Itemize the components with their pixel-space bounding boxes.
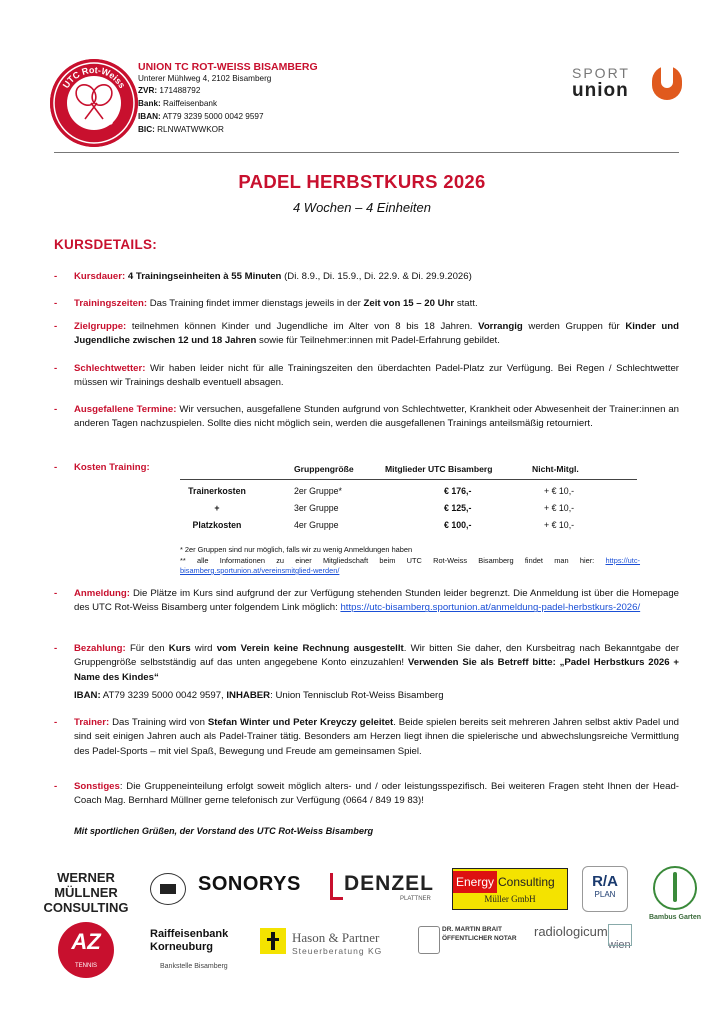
zvr-label: ZVR: xyxy=(138,86,158,95)
item-ausgefallene-termine xyxy=(54,403,679,432)
tennis-rackets-icon xyxy=(50,59,138,147)
sport-union-emblem-icon xyxy=(652,66,682,100)
bullet-dash: - xyxy=(54,363,58,374)
trainingszeiten-pre: Das Training findet immer dienstags jeweils in der xyxy=(149,298,361,309)
trainingszeiten-post: statt. xyxy=(456,298,478,309)
table-cell-nonmember: + € 10,- xyxy=(544,486,575,496)
sponsor-hason-partner xyxy=(292,930,410,956)
table-cell-group: 4er Gruppe xyxy=(294,520,339,530)
table-rowlabel-platzkosten: Platzkosten xyxy=(192,520,242,530)
table-rule xyxy=(180,479,637,480)
bezahlung-label: Bezahlung: xyxy=(74,643,126,654)
trainer-label: Trainer: xyxy=(74,717,110,728)
table-cell-group: 2er Gruppe* xyxy=(294,486,342,496)
bezahlung-inhaber-label: INHABER xyxy=(226,690,271,702)
sponsor-az-tennis xyxy=(58,922,114,978)
sponsor-werner-muellner xyxy=(26,870,146,915)
trainingszeiten-bold: Zeit von 15 – 20 Uhr xyxy=(363,298,455,309)
zielgruppe-bold1: Vorrangig xyxy=(478,321,523,332)
bullet-dash: - xyxy=(54,781,58,792)
sponsor-werner-line1: WERNER MÜLLNER xyxy=(54,870,118,900)
ausgefallen-label: Ausgefallene Termine: xyxy=(74,404,177,415)
zielgruppe-pre: teilnehmen können Kinder und Jugendliche im Alter von 8 bis 18 Jahren. xyxy=(131,321,473,332)
bank-value: Raiffeisenbank xyxy=(163,99,218,108)
bezahlung-iban-label: IBAN: xyxy=(74,690,101,702)
zielgruppe-mid: werden Gruppen für xyxy=(528,321,620,332)
table-header-gruppengroesse: Gruppengröße xyxy=(294,464,354,474)
sponsor-raiff-2: Korneuburg xyxy=(150,941,213,953)
sponsor-ra: R/A xyxy=(592,873,618,890)
item-trainingszeiten xyxy=(54,297,679,311)
schlechtwetter-label: Schlechtwetter: xyxy=(74,363,146,374)
bezahlung-inhaber: : Union Tennisclub Rot-Weiss Bisamberg xyxy=(270,690,444,702)
table-rowlabel-trainerkosten: Trainerkosten xyxy=(188,486,246,496)
org-address: Unterer Mühlweg 4, 2102 Bisamberg xyxy=(138,74,272,83)
bic-value: RLNWATWWKOR xyxy=(157,125,224,134)
bullet-dash: - xyxy=(54,588,58,599)
bezahlung-mid2: . Wir bitten Sie daher, den Kursbeitrag nach Bekanntgabe der Gruppengröße selbstständig auf das unten angegebene Konto einzuzahlen! xyxy=(74,643,680,669)
item-sonstiges xyxy=(54,780,679,809)
kursdauer-dates: (Di. 8.9., Di. 15.9., Di. 22.9. & Di. 29.9.2026) xyxy=(284,271,472,282)
sponsor-badge-icon xyxy=(150,873,186,905)
zvr-value: 171488792 xyxy=(159,86,201,95)
club-logo-text-bottom: Bisamberg xyxy=(73,115,115,131)
item-anmeldung xyxy=(54,587,679,616)
bezahlung-iban: AT79 3239 5000 0042 9597, xyxy=(102,690,224,702)
item-bezahlung xyxy=(54,642,679,704)
anmeldung-text: Die Plätze im Kurs sind aufgrund der zur Verfügung stehenden Stunden leider begrenzt. Die Anmeldung ist über die Homepage des UTC Rot-Weiss Bisamberg unter folgendem Link möglich: xyxy=(74,588,680,614)
club-logo xyxy=(50,59,138,147)
sport-union-logo xyxy=(572,66,630,101)
sponsor-bambus-name: Bambus Garten xyxy=(648,914,702,921)
table-cell-nonmember: + € 10,- xyxy=(544,520,575,530)
club-logo-text-top: UTC Rot-Weiss xyxy=(60,64,128,90)
zielgruppe-post: sowie für Teilnehmer:innen mit Padel-Erfahrung gebildet. xyxy=(259,335,500,347)
kursdauer-bold: 4 Trainingseinheiten à 55 Minuten xyxy=(127,271,282,282)
bullet-dash: - xyxy=(54,298,58,309)
item-kursdauer xyxy=(54,270,679,284)
sponsor-notar-brait xyxy=(418,922,526,966)
sonstiges-label: Sonstiges xyxy=(74,781,120,792)
sponsor-radio-2: wien xyxy=(608,939,631,951)
sponsor-sonorys: SONORYS xyxy=(198,873,301,895)
kosten-label: Kosten Training: xyxy=(74,462,150,473)
notar-crest-icon xyxy=(418,926,440,954)
sponsor-werner-line2: CONSULTING xyxy=(43,900,129,915)
zvr-line xyxy=(138,86,200,96)
bic-line xyxy=(138,125,224,135)
sponsor-energy-2: Consulting xyxy=(498,875,555,889)
section-heading: KURSDETAILS: xyxy=(54,237,158,252)
item-schlechtwetter xyxy=(54,362,679,391)
bullet-dash: - xyxy=(54,643,58,654)
iban-label: IBAN: xyxy=(138,112,161,121)
sponsor-notar-2: ÖFFENTLICHER NOTAR xyxy=(442,935,517,942)
sponsor-energy-3: Müller GmbH xyxy=(484,894,536,904)
iban-value: AT79 3239 5000 0042 9597 xyxy=(162,112,264,121)
sponsor-energy-consulting xyxy=(452,868,568,910)
radiologicum-box-icon xyxy=(608,924,632,946)
bezahlung-pre: Für den xyxy=(129,643,165,654)
sponsor-denzel-sub: PLATTNER xyxy=(400,896,431,902)
sponsor-ra-plan xyxy=(582,866,628,912)
sponsor-denzel-name: DENZEL xyxy=(344,872,434,895)
page-subtitle: 4 Wochen – 4 Einheiten xyxy=(292,200,432,215)
zielgruppe-bold2: Kinder und Jugendliche zwischen 12 und 18 Jahren xyxy=(74,321,679,347)
table-cell-group: 3er Gruppe xyxy=(294,503,339,513)
bank-label: Bank: xyxy=(138,99,161,108)
table-cell-nonmember: + € 10,- xyxy=(544,503,575,513)
org-name: UNION TC ROT-WEISS BISAMBERG xyxy=(138,61,318,73)
bank-line xyxy=(138,99,217,109)
kursdauer-label: Kursdauer: xyxy=(74,271,126,282)
membership-link[interactable]: https://utc-bisamberg.sportunion.at/vereinsmitglied-werden/ xyxy=(180,556,641,575)
table-cell-member-price: € 125,- xyxy=(444,503,472,513)
denzel-bracket-icon xyxy=(330,873,343,900)
bullet-dash: - xyxy=(54,717,58,728)
sport-union-top: SPORT xyxy=(572,65,630,81)
sponsor-ra-sub: PLAN xyxy=(594,890,616,899)
table-rowlabel-plus: + xyxy=(214,503,220,513)
bezahlung-betreff: Verwenden Sie als Betreff bitte: „Padel Herbstkurs 2026 + Name des Kindes“ xyxy=(74,657,679,683)
anmeldung-label: Anmeldung: xyxy=(74,588,130,599)
bullet-dash: - xyxy=(54,404,58,415)
sponsor-raiff-1: Raiffeisenbank xyxy=(150,928,229,940)
table-header-nichtmitglieder: Nicht-Mitgl. xyxy=(532,464,579,474)
bullet-dash: - xyxy=(54,271,58,282)
sponsor-bambus-garten xyxy=(640,866,710,928)
bezahlung-bold1: Kurs xyxy=(168,643,191,654)
table-footnote-1: * 2er Gruppen sind nur möglich, falls wir zu wenig Anmeldungen haben xyxy=(180,545,413,554)
sponsor-az: AZ xyxy=(71,929,101,954)
sponsor-radio-1: radiologicum xyxy=(534,924,608,939)
table-cell-member-price: € 176,- xyxy=(444,486,472,496)
sponsor-hason-2: Steuerberatung KG xyxy=(292,946,383,956)
item-kosten xyxy=(54,461,679,475)
iban-line xyxy=(138,112,264,122)
bullet-dash: - xyxy=(54,462,58,473)
sponsor-raiff-3: Bankstelle Bisamberg xyxy=(160,963,228,970)
table-cell-member-price: € 100,- xyxy=(444,520,472,530)
sport-union-bottom: union xyxy=(572,80,629,101)
item-trainer xyxy=(54,716,679,759)
table-footnote-2 xyxy=(180,556,640,576)
bic-label: BIC: xyxy=(138,125,155,134)
bezahlung-mid1: wird xyxy=(194,643,213,654)
anmeldung-link[interactable]: https://utc-bisamberg.sportunion.at/anmeldung-padel-herbstkurs-2026/ xyxy=(340,602,641,614)
table-header-mitglieder: Mitglieder UTC Bisamberg xyxy=(385,464,493,474)
sponsor-az-sub: TENNIS xyxy=(74,963,97,969)
sponsor-hason-1: Hason & Partner xyxy=(292,930,380,945)
page-title: PADEL HERBSTKURS 2026 xyxy=(238,171,486,192)
bambus-leaf-icon xyxy=(653,866,697,910)
closing-greeting: Mit sportlichen Grüßen, der Vorstand des UTC Rot-Weiss Bisamberg xyxy=(74,826,374,836)
zielgruppe-label: Zielgruppe: xyxy=(74,321,127,332)
trainer-names: Stefan Winter und Peter Kreyczy geleitet xyxy=(207,717,394,728)
sponsor-radiologicum xyxy=(534,924,634,951)
schlechtwetter-text: Wir haben leider nicht für alle Trainingszeiten den überdachten Padel-Platz zur Verfügung. Bei Regen / Schlechtwetter müssen wir Trainings deshalb eventuell absagen. xyxy=(74,363,679,389)
bullet-dash: - xyxy=(54,321,58,332)
sponsor-notar-1: DR. MARTIN BRAIT xyxy=(442,926,502,933)
trainingszeiten-label: Trainingszeiten: xyxy=(74,298,148,309)
header-divider xyxy=(54,152,679,153)
item-zielgruppe xyxy=(54,320,679,349)
sonstiges-text: : Die Gruppeneinteilung erfolgt soweit möglich alters- und / oder leistungsspezifisch. Bei weiteren Fragen steht Ihnen der Head-Coach Mag. Bernhard Müllner gerne telefonisch zur Verfügung (0664 / 849 19 83)! xyxy=(74,781,679,807)
raiffeisen-gable-icon xyxy=(260,928,286,954)
sponsor-denzel xyxy=(330,870,434,906)
bezahlung-bold2: vom Verein keine Rechnung ausgestellt xyxy=(216,643,404,654)
trainer-post: . Beide spielen bereits seit mehreren Jahren selbst aktiv Padel und sind seit einigen Jahren auch als Padel-Trainer tätig. Besonders am Herzen liegt ihnen die spielerische und abwechslungsreiche Vermittlung des Padel-Sports – mit viel Spaß, Bewegung und Freude am gemeinsamen Spiel. xyxy=(74,717,679,757)
footnote-2-text: ** alle Informationen zu einer Mitgliedschaft beim UTC Rot-Weiss Bisamberg findet man hier: xyxy=(180,556,595,565)
trainer-pre: Das Training wird von xyxy=(112,717,205,728)
sponsor-energy-1: Energy xyxy=(453,871,497,893)
ausgefallen-text: Wir versuchen, ausgefallene Stunden aufgrund von Schlechtwetter, Krankheit oder Abwesenheit der Trainer:innen an anderen Tagen nachzuspielen. Sollte dies nicht möglich sein, werden die ausgefallenen Trainings anteilsmäßig retourniert. xyxy=(74,404,680,430)
